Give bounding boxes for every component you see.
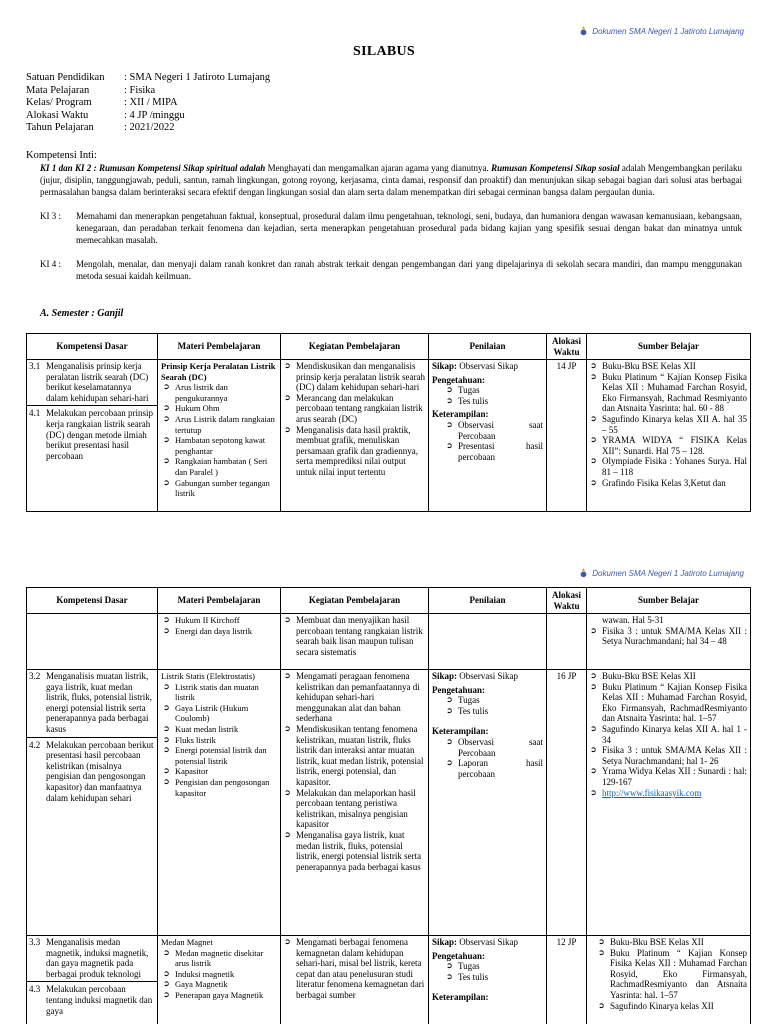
list-item: ➲ Gaya Magnetik — [163, 979, 277, 990]
alokasi-cell: 14 JP — [547, 360, 587, 512]
table-header-row — [27, 588, 751, 614]
materi-cell — [158, 936, 281, 1024]
header-materi: Materi Pembelajaran — [158, 334, 281, 360]
list-item: ➲ Pengisian dan pengosongan kapasitor — [163, 777, 277, 798]
kd-cell — [27, 670, 158, 936]
ki4-label: KI 4 : — [40, 259, 61, 269]
list-item: ➲ Yrama Widya Kelas XII : Sunardi : hal: 129-167 — [590, 766, 747, 787]
header-alokasi: Alokasi Waktu — [547, 334, 587, 360]
watermark-top — [579, 26, 744, 36]
page-title: SILABUS — [352, 44, 416, 59]
materi-title: Listrik Statis (Elektrostatis) — [161, 671, 255, 681]
identity-block — [26, 72, 270, 135]
list-item: ➲ Tugas — [446, 961, 543, 972]
keterampilan-label: Keterampilan: — [432, 726, 489, 737]
list-item: ➲ YRAMA WIDYA “ FISIKA Kelas XII”: Sunardi. Hal 75 – 128. — [590, 435, 747, 456]
list-item: ➲ Fisika 3 : untuk SMA/MA Kelas XII : Setya Nurachmandani; hal 1- 26 — [590, 745, 747, 766]
list-item: ➲ Gaya Listrik (Hukum Coulomb) — [163, 703, 277, 724]
sikap-value: Observasi Sikap — [457, 671, 519, 681]
list-item: ➲ Tes tulis — [446, 972, 543, 983]
list-item: ➲ Sagufindo Kinarya kelas XII A. hal 1 - 34 — [590, 724, 747, 745]
kd-text: Menganalisis medan magnetik, induksi magnetik, dan gaya magnetik pada berbagai produk teknologi — [46, 937, 149, 979]
kegiatan-cell — [281, 614, 429, 670]
list-item: ➲ Buku-Bku BSE Kelas XII — [590, 361, 747, 372]
ident-row — [26, 122, 270, 135]
list-item: ➲ Gabungan sumber tegangan listrik — [163, 478, 277, 499]
school-logo-icon — [579, 568, 588, 578]
list-item: ➲ Energi dan daya listrik — [163, 626, 277, 637]
penilaian-cell — [429, 936, 547, 1024]
alokasi-cell: 16 JP — [547, 670, 587, 936]
list-item: ➲ Observasi saat Percobaan — [446, 420, 543, 441]
kd-text: Menganalisis prinsip kerja peralatan listrik searah (DC) berikut keselamatannya dalam kehidupan sehari-hari — [46, 361, 149, 403]
header-alokasi: Alokasi Waktu — [547, 588, 587, 614]
ident-key: Alokasi Waktu — [26, 109, 89, 121]
materi-cell — [158, 670, 281, 936]
materi-title: Prinsip Kerja Peralatan Listrik Searah (DC) — [161, 361, 276, 382]
kd-number: 3.1 — [29, 361, 41, 371]
list-item: ➲ Fluks listrik — [163, 735, 277, 746]
ki-heading: Kompetensi Inti: — [26, 150, 97, 161]
school-logo-icon — [579, 26, 588, 36]
sikap-label: Sikap: — [432, 361, 458, 371]
pengetahuan-label: Pengetahuan: — [432, 950, 486, 961]
sumber-cell — [587, 670, 751, 936]
kd-text: Melakukan percobaan tentang induksi magnetik dan gaya — [46, 984, 153, 1016]
list-item: ➲ Mengamati berbagai fenomena kemagnetan dalam kehidupan sehari-hari, misal bel listrik, kereta cepat dan atau penelusuran studi literatur fenomena kemagnetan dari berbagai sumber — [284, 937, 425, 1001]
list-item: ➲ Menganalisis data hasil praktik, membuat grafik, menuliskan persamaan grafik dan gradiennya, serta memprediksi nilai output untuk nilai input tertentu — [284, 425, 425, 478]
sumber-continued: wawan. Hal 5-31 — [602, 615, 664, 625]
list-item: ➲ Buku-Bku BSE Kelas XII — [598, 937, 747, 948]
list-item: ➲ Menganalisa gaya listrik, kuat medan listrik, fluks, potensial listrik, energi potensial listrik serta penerapannya pada berbagai kasus — [284, 830, 425, 872]
ki4-text: Mengolah, menalar, dan menyaji dalam ranah konkret dan ranah abstrak terkait dengan pengembangan dari yang dipelajarinya di sekolah secara mandiri, dan mampu menggunakan metoda sesuai kaidah keilmuan. — [76, 259, 742, 281]
kd-cell — [27, 360, 158, 512]
kegiatan-cell — [281, 936, 429, 1024]
sikap-label: Sikap: — [432, 671, 458, 681]
list-item: ➲ Kapasitor — [163, 766, 277, 777]
ident-value: : XII / MIPA — [124, 97, 178, 108]
list-item: ➲ Buku Platinum “ Kajian Konsep Fisika Kelas XII : Muhamad Farchan Rosyid, Eko Firmansyah, RachmadResmiyanto dan Atsnaita Yasrinta: hal. 1–57 — [598, 948, 747, 1001]
sikap-label: Sikap: — [432, 937, 458, 947]
header-sumber: Sumber Belajar — [587, 588, 751, 614]
materi-cell — [158, 360, 281, 512]
header-kegiatan: Kegiatan Pembelajaran — [281, 588, 429, 614]
sumber-cell — [587, 936, 751, 1024]
pengetahuan-label: Pengetahuan: — [432, 684, 486, 695]
table-row — [27, 936, 751, 1024]
list-item: ➲ Arus Listrik dalam rangkaian tertutup — [163, 414, 277, 435]
kd-number: 4.1 — [29, 408, 41, 419]
ident-row — [26, 72, 270, 85]
list-item: ➲ Membuat dan menyajikan hasil percobaan tentang rangkaian listrik searah baik lisan maupun tulisan secara sistematis — [284, 615, 425, 657]
ident-key: Satuan Pendidikan — [26, 72, 105, 83]
list-item: ➲ Arus listrik dan pengukurannya — [163, 382, 277, 403]
materi-title: Medan Magnet — [161, 937, 213, 947]
list-item: ➲ Kuat medan listrik — [163, 724, 277, 735]
ident-row — [26, 97, 270, 110]
list-item: ➲ Grafindo Fisika Kelas 3,Ketut dan — [590, 478, 747, 489]
ident-key: Kelas/ Program — [26, 97, 92, 108]
kd-number: 4.2 — [29, 739, 41, 750]
ki4-item — [26, 258, 742, 282]
watermark-page2 — [579, 568, 744, 578]
list-item: ➲ Mendiskusikan tentang fenomena kelistrikan, muatan listrik, fluks listrik dan interaksi antar muatan listrik, kuat medan listrik, potensial listrik, energi potensial, dan kapasitor. — [284, 724, 425, 788]
watermark-text: Dokumen SMA Negeri 1 Jatiroto Lumajang — [592, 26, 744, 36]
list-item: ➲ Hukum II Kirchoff — [163, 615, 277, 626]
penilaian-cell — [429, 360, 547, 512]
ki3-item — [26, 210, 742, 246]
list-item: ➲ Penerapan gaya Magnetik — [163, 990, 277, 1001]
materi-cell — [158, 614, 281, 670]
list-item: ➲ Buku Platinum “ Kajian Konsep Fisika Kelas XII : Muhamad Farchan Rosyid, Eko Firmansyah, RachmadResmiyanto dan Atsnaita Yasrinta: hal. 1–57 — [590, 682, 747, 724]
list-item: ➲ Induksi magnetik — [163, 969, 277, 980]
keterampilan-label: Keterampilan: — [432, 992, 489, 1003]
ki12-social-text: adalah Mengembangkan perilaku (jujur, disiplin, tanggungjawab, peduli, santun, ramah lingkungan, gotong royong, kerjasama, cinta damai, responsif dan proaktif) dan menunjukan sikap sebagai bagian dari solusi atas berbagai permasalahan bangsa dalam berinteraksi secara efektif dengan lingkungan sosial dan alam serta dalam menempatkan diri sebagai cerminan bangsa dalam pergaulan dunia. — [40, 163, 743, 197]
header-penilaian: Penilaian — [429, 588, 547, 614]
sikap-value: Observasi Sikap — [457, 361, 519, 371]
ki12-paragraph — [26, 162, 742, 198]
kegiatan-cell — [281, 670, 429, 936]
alokasi-cell — [547, 614, 587, 670]
header-kegiatan: Kegiatan Pembelajaran — [281, 334, 429, 360]
keterampilan-label: Keterampilan: — [432, 409, 489, 420]
list-item: ➲ Olympiade Fisika : Yohanes Surya. Hal 81 – 118 — [590, 456, 747, 477]
penilaian-cell — [429, 670, 547, 936]
alokasi-cell: 12 JP — [547, 936, 587, 1024]
list-item: ➲ Fisika 3 : untuk SMA/MA Kelas XII : Setya Nurachmandani; hal 34 – 48 — [590, 626, 747, 647]
list-item: ➲ Sagufindo Kinarya kelas XII A. hal 35 – 55 — [590, 414, 747, 435]
table-row — [27, 614, 751, 670]
ident-value: : Fisika — [124, 84, 156, 96]
table-row — [27, 360, 751, 512]
list-item: ➲ Laporan hasil percobaan — [446, 758, 543, 779]
header-penilaian: Penilaian — [429, 334, 547, 360]
list-item: ➲ Melakukan dan melaporkan hasil percobaan tentang peristiwa kelistrikan, misalnya pengisian kapasitor — [284, 788, 425, 830]
penilaian-cell — [429, 614, 547, 670]
list-item: ➲ Mengamati peragaan fenomena kelistrikan dan pemanfaatannya di kehidupan sehari-hari menggunakan alat dan bahan sederhana — [284, 671, 425, 724]
list-item: ➲ Tes tulis — [446, 706, 543, 717]
kd-cell — [27, 614, 158, 670]
list-item: ➲ Tugas — [446, 385, 543, 396]
header-kd: Kompetensi Dasar — [27, 334, 158, 360]
ki12-label: KI 1 dan KI 2 : Rumusan Kompetensi Sikap spiritual adalah — [40, 163, 266, 173]
list-item: ➲ Tugas — [446, 695, 543, 706]
kd-text: Menganalisis muatan listrik, gaya listrik, kuat medan listrik, fluks, potensial listrik, energi potensial listrik serta penerapannya pada berbagai kasus — [46, 671, 152, 734]
list-item: ➲ Buku Platinum “ Kajian Konsep Fisika Kelas XII : Muhamad Farchan Rosyid, Eko Firmansyah, Rachmad Resmiyanto dan Atsnaita Yasrinta: hal. 60 - 88 — [590, 372, 747, 414]
ident-row — [26, 85, 270, 98]
ki3-text: Memahami dan menerapkan pengetahuan faktual, konseptual, prosedural dalam ilmu pengetahuan, teknologi, seni, budaya, dan humaniora dengan wawasan kemanusiaan, kebangsaan, kenegaraan, dan peradaban terkait fenomena dan kejadian, serta menerapkan pengetahuan prosedural pada bidang kajian yang spesifik sesuai dengan bakat dan minatnya untuk memecahkan masalah. — [76, 211, 742, 245]
list-item: ➲ Observasi saat Percobaan — [446, 737, 543, 758]
watermark-text: Dokumen SMA Negeri 1 Jatiroto Lumajang — [592, 568, 744, 578]
list-item: ➲ Buku-Bku BSE Kelas XII — [590, 671, 747, 682]
ident-value: : 2021/2022 — [124, 122, 175, 133]
sikap-value: Observasi Sikap — [457, 937, 519, 947]
list-item: ➲ Medan magnetic disekitar arus listrik — [163, 948, 277, 969]
list-item: ➲ Listrik statis dan muatan listrik — [163, 682, 277, 703]
header-kd: Kompetensi Dasar — [27, 588, 158, 614]
list-item: ➲ Rangkaian hambatan ( Seri dan Paralel ) — [163, 456, 277, 477]
list-item: ➲ Merancang dan melakukan percobaan tentang rangkaian listrik arus searah (DC) — [284, 393, 425, 425]
kd-cell — [27, 936, 158, 1024]
list-item: ➲ Energi potensial listrik dan potensial listrik — [163, 745, 277, 766]
sumber-cell — [587, 614, 751, 670]
list-item: ➲ Hukum Ohm — [163, 403, 277, 414]
semester-heading: A. Semester : Ganjil — [40, 308, 124, 319]
header-sumber: Sumber Belajar — [587, 334, 751, 360]
kegiatan-cell — [281, 360, 429, 512]
silabus-table-page1 — [26, 333, 751, 512]
pengetahuan-label: Pengetahuan: — [432, 374, 486, 385]
ident-key: Mata Pelajaran — [26, 84, 90, 96]
ident-key: Tahun Pelajaran — [26, 122, 94, 133]
table-row — [27, 670, 751, 936]
kd-text: Melakukan percobaan prinsip kerja rangkaian listrik searah (DC) dengan metode ilmiah berikut presentasi hasil percobaan — [46, 408, 153, 461]
list-item: ➲ Tes tulis — [446, 396, 543, 407]
ki12-social-label: Rumusan Kompetensi Sikap sosial — [491, 163, 620, 173]
list-item: ➲ Presentasi hasil percobaan — [446, 441, 543, 462]
header-materi: Materi Pembelajaran — [158, 588, 281, 614]
kd-number: 3.2 — [29, 671, 41, 681]
kd-number: 3.3 — [29, 937, 41, 947]
ki12-text: Menghayati dan mengamalkan ajaran agama yang dianutnya. — [265, 163, 492, 173]
kd-text: Melakukan percobaan berikut presentasi hasil percobaan kelistrikan (misalnya pengisian dan pengosongan kapasitor) dan manfaatnya dalam kehidupan sehari — [46, 739, 154, 803]
ki3-label: KI 3 : — [40, 211, 61, 221]
table-header-row — [27, 334, 751, 360]
ki-section — [26, 150, 742, 282]
fisikaasyik-link[interactable]: http://www.fisikaasyik.com — [602, 787, 702, 798]
list-item: ➲ Sagufindo Kinarya kelas XII — [598, 1001, 747, 1012]
sumber-cell — [587, 360, 751, 512]
silabus-table-page2 — [26, 587, 751, 1024]
list-item: ➲ Mendiskusikan dan menganalisis prinsip kerja peralatan listrik searah (DC) dalam kehidupan sehari-hari — [284, 361, 425, 393]
ident-value: : 4 JP /minggu — [124, 109, 185, 121]
ident-value: : SMA Negeri 1 Jatiroto Lumajang — [124, 72, 271, 83]
list-item: ➲ Hambatan sepotong kawat penghantar — [163, 435, 277, 456]
kd-number: 4.3 — [29, 984, 41, 995]
ident-row — [26, 110, 270, 123]
